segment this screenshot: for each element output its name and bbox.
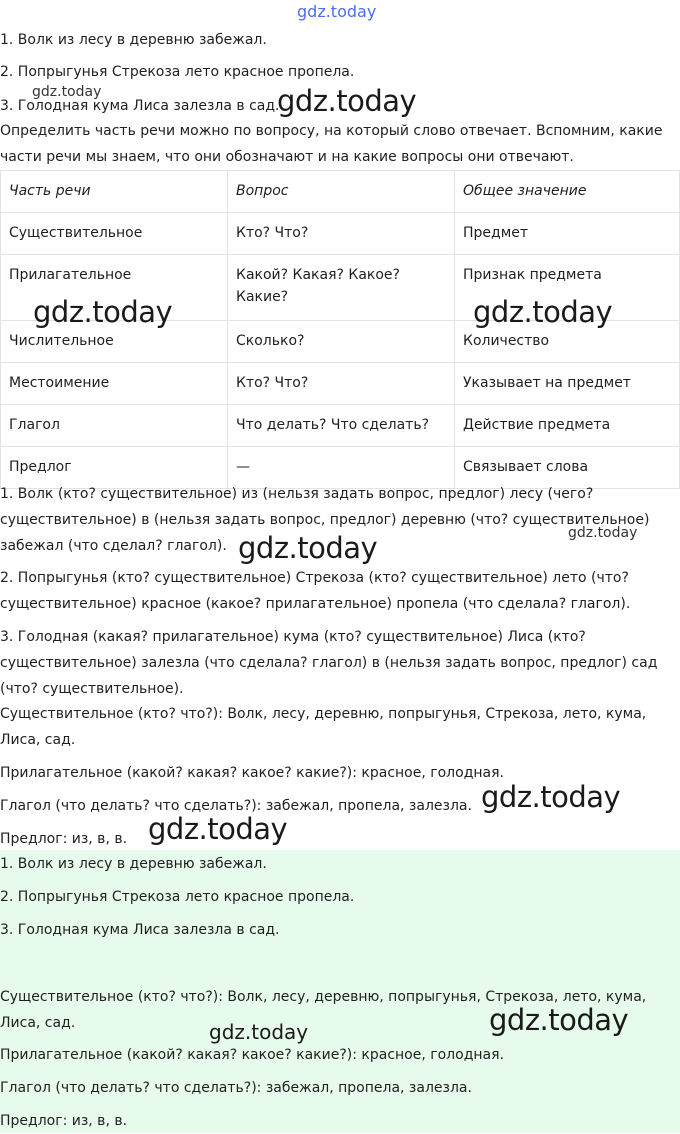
sentence-1: 1. Волк из лесу в деревню забежал. <box>0 32 267 48</box>
answer-noun-line-2: Лиса, сад. <box>0 1015 76 1031</box>
watermark: gdz.today <box>277 84 417 118</box>
table-cell: Прилагательное <box>1 255 228 321</box>
analysis-1-line-1: 1. Волк (кто? существительное) из (нельзя задать вопрос, предлог) лесу (чего? <box>0 486 594 502</box>
analysis-3-line-3: (что? существительное). <box>0 681 184 697</box>
header-question: Вопрос <box>228 171 455 213</box>
table-row <box>1 213 680 255</box>
answer-adjective: Прилагательное (какой? какая? какое? какие?): красное, голодная. <box>0 1047 504 1063</box>
table-cell: Указывает на предмет <box>455 363 680 405</box>
watermark-top: gdz.today <box>297 2 377 21</box>
table-header-row <box>1 171 680 213</box>
watermark: gdz.today <box>33 295 173 329</box>
table-cell: Что делать? Что сделать? <box>228 405 455 447</box>
table-cell: Кто? Что? <box>228 363 455 405</box>
header-part-of-speech: Часть речи <box>1 171 228 213</box>
answer-verb: Глагол (что делать? что сделать?): забежал, пропела, залезла. <box>0 1080 472 1096</box>
summary-preposition: Предлог: из, в, в. <box>0 831 128 847</box>
table-row <box>1 363 680 405</box>
answer-sentence-2: 2. Попрыгунья Стрекоза лето красное пропела. <box>0 889 355 905</box>
header-meaning: Общее значение <box>455 171 680 213</box>
explanation-line-1: Определить часть речи можно по вопросу, на который слово отвечает. Вспомним, какие <box>0 123 663 139</box>
table-row <box>1 255 680 321</box>
table-cell: — <box>228 447 455 489</box>
table-cell: Местоимение <box>1 363 228 405</box>
analysis-1-line-2: существительное) в (нельзя задать вопрос, предлог) деревню (что? существительное) <box>0 512 650 528</box>
watermark: gdz.today <box>238 531 378 565</box>
table-cell: Какой? Какая? Какое? Какие? <box>228 255 455 321</box>
sentence-3: 3. Голодная кума Лиса залезла в сад. <box>0 98 280 114</box>
answer-noun-line-1: Существительное (кто? что?): Волк, лесу, деревню, попрыгунья, Стрекоза, лето, кума, <box>0 989 647 1005</box>
table-cell: Предмет <box>455 213 680 255</box>
table-cell: Числительное <box>1 321 228 363</box>
table-cell: Количество <box>455 321 680 363</box>
table-cell: Признак предмета <box>455 255 680 321</box>
table-cell: Сколько? <box>228 321 455 363</box>
sentence-2: 2. Попрыгунья Стрекоза лето красное пропела. <box>0 64 355 80</box>
summary-verb: Глагол (что делать? что сделать?): забежал, пропела, залезла. <box>0 798 472 814</box>
watermark: gdz.today <box>481 780 621 814</box>
table-cell: Существительное <box>1 213 228 255</box>
answer-sentence-1: 1. Волк из лесу в деревню забежал. <box>0 856 267 872</box>
analysis-3-line-2: существительное) залезла (что сделала? глагол) в (нельзя задать вопрос, предлог) сад <box>0 655 658 671</box>
analysis-1-line-3: забежал (что сделал? глагол). <box>0 538 227 554</box>
table-cell: Глагол <box>1 405 228 447</box>
watermark: gdz.today <box>209 1020 309 1044</box>
watermark: gdz.today <box>489 1003 629 1037</box>
table-row <box>1 405 680 447</box>
explanation-line-2: части речи мы знаем, что они обозначают и на какие вопросы они отвечают. <box>0 149 574 165</box>
summary-noun-line-2: Лиса, сад. <box>0 732 76 748</box>
analysis-2-line-1: 2. Попрыгунья (кто? существительное) Стрекоза (кто? существительное) лето (что? <box>0 570 629 586</box>
analysis-3-line-1: 3. Голодная (какая? прилагательное) кума (кто? существительное) Лиса (кто? <box>0 629 586 645</box>
parts-of-speech-table <box>0 170 680 489</box>
watermark-small: gdz.today <box>568 525 638 541</box>
table-cell: Предлог <box>1 447 228 489</box>
answer-preposition: Предлог: из, в, в. <box>0 1113 128 1129</box>
analysis-2-line-2: существительное) красное (какое? прилагательное) пропела (что сделала? глагол). <box>0 596 631 612</box>
table-row <box>1 321 680 363</box>
watermark: gdz.today <box>473 295 613 329</box>
watermark: gdz.today <box>148 812 288 846</box>
summary-adjective: Прилагательное (какой? какая? какое? какие?): красное, голодная. <box>0 765 504 781</box>
table-cell: Действие предмета <box>455 405 680 447</box>
summary-noun-line-1: Существительное (кто? что?): Волк, лесу, деревню, попрыгунья, Стрекоза, лето, кума, <box>0 706 647 722</box>
table-cell: Связывает слова <box>455 447 680 489</box>
watermark-small: gdz.today <box>32 84 102 100</box>
answer-sentence-3: 3. Голодная кума Лиса залезла в сад. <box>0 922 280 938</box>
table-cell: Кто? Что? <box>228 213 455 255</box>
